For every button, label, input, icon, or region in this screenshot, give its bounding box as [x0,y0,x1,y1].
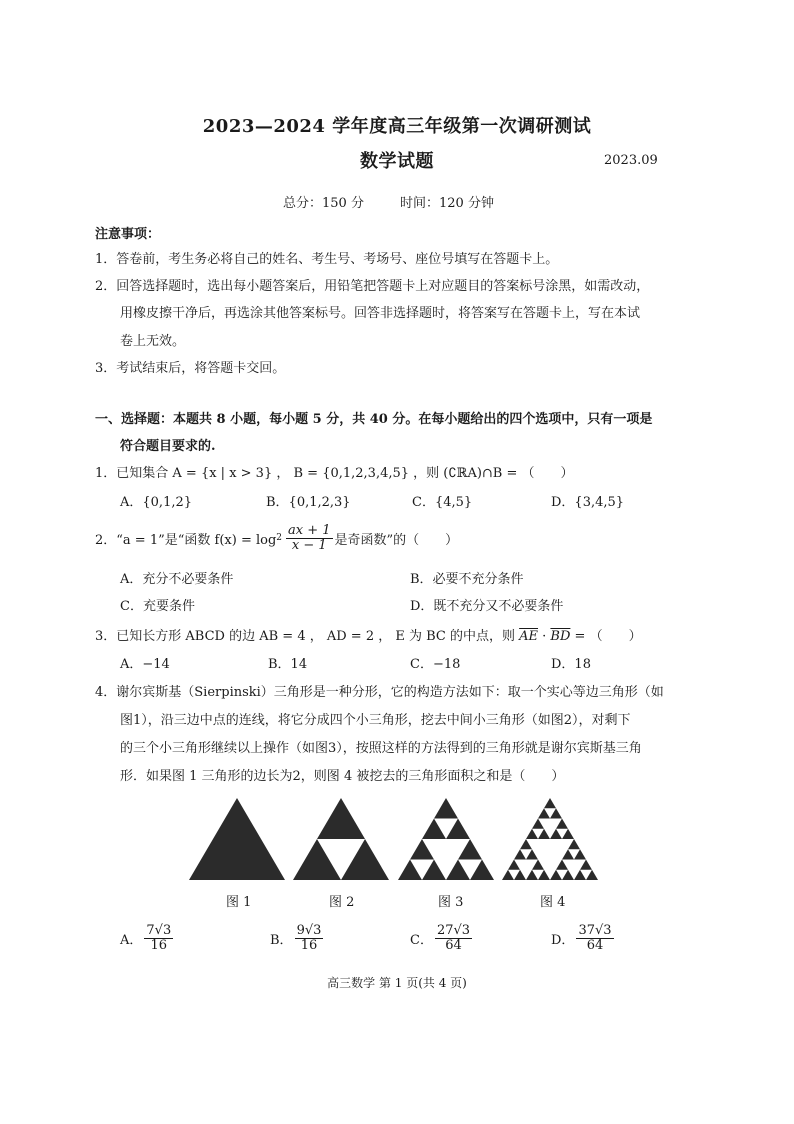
exam-title: 2023—2024 学年度高三年级第一次调研测试 [202,116,592,137]
figure-4-caption: 图 4 [540,895,566,910]
q4-option-d [551,924,616,952]
figure-1-caption: 图 1 [226,895,252,910]
q4-option-a [120,924,175,952]
q4-line-2: 图1），沿三边中点的连线，将它分成四个小三角形，挖去中间小三角形（如图2），对剩下 [120,713,631,728]
q4-line-1: 4．谢尔宾斯基（Sierpinski）三角形是一种分形，它的构造方法如下：取一个实心等边三角形（如 [95,685,664,700]
q3-vector-ae: $\overline{AE}$ [519,629,539,644]
q2-fraction-numerator: ax + 1 [288,523,331,538]
q2-option-b: B．必要不充分条件 [410,572,524,587]
q3-option-c: C．−18 [410,657,461,672]
note-2-line-1: 2．回答选择题时，选出每小题答案后，用铅笔把答题卡上对应题目的答案标号涂黑，如需改动， [95,279,650,294]
q4-option-b-denominator: 16 [300,937,318,953]
q2-option-a: A．充分不必要条件 [120,572,234,587]
figure-3-caption: 图 3 [438,895,464,910]
q1-option-b: B．{0,1,2,3} [266,495,351,510]
exam-time: 时间：120 分钟 [400,196,494,211]
solid-triangle [189,798,285,880]
total-score: 总分：150 分 [283,196,364,211]
q4-option-d-label: D． [551,932,575,948]
sierpinski-figure-1 [189,798,285,880]
section-1-heading-line-2: 符合题目要求的. [120,439,216,454]
question-3-stem [95,625,642,644]
q1-option-d: D．{3,4,5} [551,495,625,510]
q4-option-a-label: A． [120,932,143,948]
q4-option-a-denominator: 16 [150,937,168,953]
q4-option-c-denominator: 64 [445,937,462,953]
q2-stem-post: 是奇函数”的（ ） [334,532,459,548]
question-1-stem: 1．已知集合 A = {x | x > 3} ， B = {0,1,2,3,4,5} ，则 (∁ℝA)∩B = （ ） [95,466,574,481]
notes-heading: 注意事项： [95,227,161,242]
note-2-line-3: 卷上无效。 [120,334,186,349]
sierpinski-figure-3 [398,798,494,880]
q3-dot: · [538,629,551,644]
q2-option-d: D．既不充分又不必要条件 [410,599,564,614]
q1-option-c: C．{4,5} [412,495,473,510]
q4-option-d-numerator: 37√3 [578,923,612,938]
q4-option-c-numerator: 27√3 [436,923,471,938]
q4-option-b-label: B． [270,932,293,948]
sierpinski-figure-4 [502,798,598,880]
q4-option-c [410,924,474,952]
note-1: 1．答卷前，考生务必将自己的姓名、考生号、考场号、座位号填写在答题卡上。 [95,252,559,267]
q4-option-b-numerator: 9√3 [296,923,322,938]
q3-stem-pre: 3．已知长方形 ABCD 的边 AB = 4 ， AD = 2 ， E 为 BC 的中点，则 [95,629,520,644]
q1-option-a: A．{0,1,2} [120,495,193,510]
q4-option-c-label: C． [410,932,433,948]
sierpinski-figure-2 [293,798,389,880]
q2-fraction [286,524,333,552]
q3-stem-post: = （ ） [570,629,642,644]
figure-2-caption: 图 2 [329,895,355,910]
q2-log-base: 2 [276,533,283,544]
page-footer: 高三数学 第 1 页(共 4 页) [327,976,467,990]
note-2-line-2: 用橡皮擦干净后，再选涂其他答案标号。回答非选择题时，将答案写在答题卡上，写在本试 [120,306,641,321]
section-1-heading: 一、选择题：本题共 8 小题，每小题 5 分，共 40 分。在每小题给出的四个选项中，只有一项是 [95,412,653,427]
q4-option-a-numerator: 7√3 [146,923,172,938]
note-3: 3．考试结束后，将答题卡交回。 [95,361,286,376]
q3-option-d: D．18 [551,657,591,672]
q3-vector-bd: $\overline{BD}$ [550,629,571,644]
q3-option-b: B．14 [268,657,308,672]
q4-option-d-denominator: 64 [586,937,604,953]
exam-date: 2023.09 [604,153,658,168]
q2-fraction-denominator: x − 1 [291,537,327,553]
subject-title: 数学试题 [360,151,434,172]
q4-line-3: 的三个小三角形继续以上操作（如图3），按照这样的方法得到的三角形就是谢尔宾斯基三角 [120,741,642,756]
q3-option-a: A．−14 [120,657,170,672]
q2-stem-pre: 2．“a = 1”是“函数 f(x) = log [95,532,277,548]
q4-option-b [270,924,325,952]
q2-option-c: C．充要条件 [120,599,195,614]
question-2-stem [95,524,458,552]
q4-line-4: 形．如果图 1 三角形的边长为2，则图 4 被挖去的三角形面积之和是（ ） [120,769,565,784]
sierpinski-figures [0,790,794,910]
